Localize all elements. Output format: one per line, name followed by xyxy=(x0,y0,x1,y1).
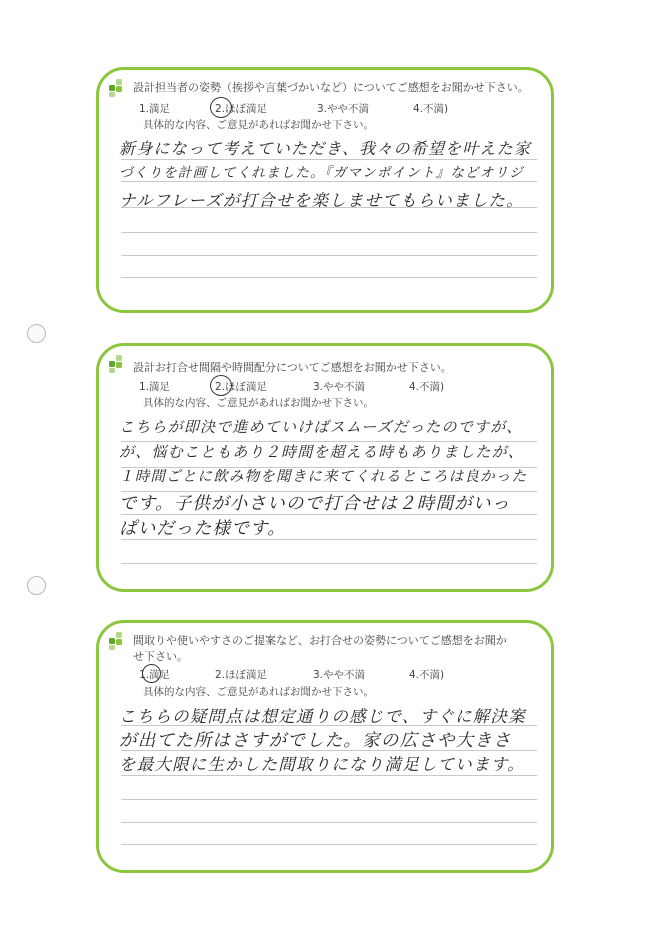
option-dissatisfied: 4.不満) xyxy=(409,381,445,393)
option-satisfied: 1.満足 xyxy=(139,669,171,681)
clover-logo-icon xyxy=(108,631,128,651)
clover-logo-icon xyxy=(108,354,128,374)
option-dissatisfied: 4.不満) xyxy=(409,669,445,681)
clover-logo-icon xyxy=(108,78,128,98)
answer-line xyxy=(121,822,537,823)
handwritten-answer-line: ぱいだった様です。 xyxy=(119,519,286,539)
option-mostly-satisfied: 2.ほぼ満足 xyxy=(215,103,268,115)
answer-line xyxy=(121,181,537,182)
option-satisfied: 1.満足 xyxy=(139,381,171,393)
detail-prompt: 具体的な内容、ご意見があればお聞かせ下さい。 xyxy=(143,397,374,409)
binder-hole-top xyxy=(27,324,46,343)
option-mostly-satisfied: 2.ほぼ満足 xyxy=(215,669,268,681)
option-mostly-satisfied: 2.ほぼ満足 xyxy=(215,381,268,393)
option-somewhat-dissatisfied: 3.やや不満 xyxy=(313,381,366,393)
answer-line xyxy=(121,255,537,256)
handwritten-answer-line: 新身になって考えていただき、我々の希望を叶えた家 xyxy=(119,139,532,158)
handwritten-answer-line: １時間ごとに飲み物を聞きに来てくれるところは良かった xyxy=(119,469,528,485)
survey-card-floor-plan-proposal xyxy=(96,620,554,873)
handwritten-answer-line: が出てた所はさすがでした。家の広さや大きさ xyxy=(119,731,512,751)
option-somewhat-dissatisfied: 3.やや不満 xyxy=(317,103,370,115)
answer-line xyxy=(121,159,537,160)
selected-option-circle xyxy=(142,664,161,683)
binder-hole-bottom xyxy=(27,576,46,595)
handwritten-answer-line: づくりを計画してくれました。『ガマンポイント』などオリジ xyxy=(119,165,524,181)
answer-line xyxy=(121,844,537,845)
question-text: 設計担当者の姿勢（挨拶や言葉づかいなど）についてご感想をお聞かせ下さい。 xyxy=(133,81,529,94)
detail-prompt: 具体的な内容、ご意見があればお聞かせ下さい。 xyxy=(143,119,374,131)
question-text: 設計お打合せ間隔や時間配分についてご感想をお聞かせ下さい。 xyxy=(133,361,452,374)
handwritten-answer-line: を最大限に生かした間取りになり満足しています。 xyxy=(119,755,525,774)
option-dissatisfied: 4.不満) xyxy=(413,103,449,115)
answer-line xyxy=(121,799,537,800)
survey-card-designer-attitude xyxy=(96,67,554,313)
answer-line xyxy=(121,277,537,278)
selected-option-circle xyxy=(210,97,232,118)
question-text: 間取りや使いやすさのご提案など、お打合せの姿勢についてご感想をお聞か xyxy=(133,634,507,647)
selected-option-circle xyxy=(210,375,232,396)
question-text-continued: せ下さい。 xyxy=(133,650,188,663)
survey-card-meeting-schedule xyxy=(96,343,554,592)
answer-line xyxy=(121,775,537,776)
handwritten-answer-line: こちらが即決で進めていけばスムーズだったのですが、 xyxy=(119,418,523,436)
answer-line xyxy=(121,232,537,233)
handwritten-answer-line: ナルフレーズが打合せを楽しませてもらいました。 xyxy=(119,191,524,210)
detail-prompt: 具体的な内容、ご意見があればお聞かせ下さい。 xyxy=(143,686,374,698)
answer-line xyxy=(121,563,537,564)
handwritten-answer-line: です。子供が小さいので打合せは２時間がいっ xyxy=(119,494,511,514)
option-somewhat-dissatisfied: 3.やや不満 xyxy=(313,669,366,681)
option-satisfied: 1.満足 xyxy=(139,103,171,115)
handwritten-answer-line: が、悩むこともあり２時間を超える時もありましたが、 xyxy=(119,443,525,461)
handwritten-answer-line: こちらの疑問点は想定通りの感じで、すぐに解決案 xyxy=(119,707,526,726)
